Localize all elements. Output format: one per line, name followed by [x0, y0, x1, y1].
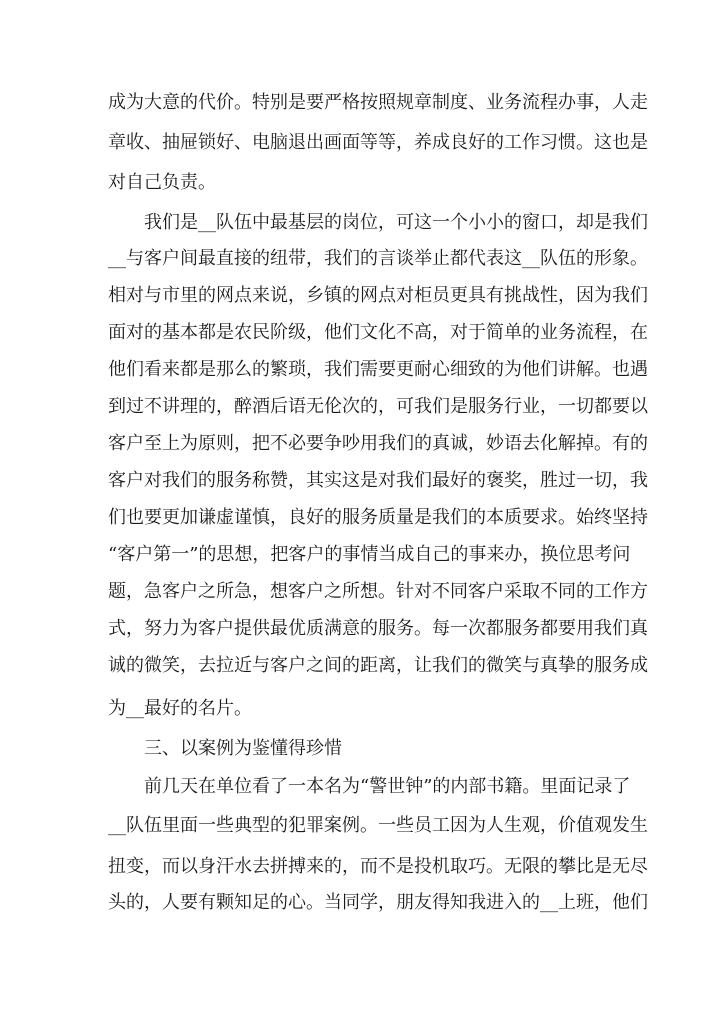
text-line: 面对的基本都是农民阶级，他们文化不高，对于简单的业务流程，在	[108, 322, 648, 343]
text-line: 成为大意的代价。特别是要严格按照规章制度、业务流程办事，人走	[108, 92, 648, 113]
text-line: “客户第一”的思想，把客户的事情当成自己的事来办，换位思考问	[108, 544, 631, 565]
text-line: 对自己负责。	[108, 172, 216, 193]
text-line: 客户至上为原则，把不必要争吵用我们的真诚，妙语去化解掉。有的	[108, 433, 648, 454]
text-line: 诚的微笑，去拉近与客户之间的距离，让我们的微笑与真挚的服务成	[108, 655, 648, 676]
text-line: 们也要更加谦虚谨慎，良好的服务质量是我们的本质要求。始终坚持	[108, 507, 648, 528]
text-line: 我们是__队伍中最基层的岗位，可这一个小小的窗口，却是我们	[144, 212, 648, 233]
text-line: 头的，人要有颗知足的心。当同学，朋友得知我进入的__上班，他们	[108, 892, 648, 913]
text-line: 式，努力为客户提供最优质满意的服务。每一次都服务都要用我们真	[108, 618, 648, 639]
text-line: 到过不讲理的，醉酒后语无伦次的，可我们是服务行业，一切都要以	[108, 396, 648, 417]
text-line: 扭变，而以身汗水去拼搏来的，而不是投机取巧。无限的攀比是无尽	[108, 856, 648, 877]
text-line: __与客户间最直接的纽带，我们的言谈举止都代表这__队伍的形象。	[108, 248, 648, 269]
text-line: 章收、抽屉锁好、电脑退出画面等等，养成良好的工作习惯。这也是	[108, 132, 648, 153]
text-line: 题，急客户之所急，想客户之所想。针对不同客户采取不同的工作方	[108, 581, 648, 602]
text-line: 客户对我们的服务称赞，其实这是对我们最好的褒奖，胜过一切，我	[108, 470, 648, 491]
text-line: 相对与市里的网点来说，乡镇的网点对柜员更具有挑战性，因为我们	[108, 285, 648, 306]
text-line: 为__最好的名片。	[108, 698, 252, 719]
text-line: __队伍里面一些典型的犯罪案例。一些员工因为人生观，价值观发生	[108, 815, 648, 836]
text-line: 他们看来都是那么的繁琐，我们需要更耐心细致的为他们讲解。也遇	[108, 359, 648, 380]
text-line: 前几天在单位看了一本名为“警世钟”的内部书籍。里面记录了	[144, 776, 631, 797]
section-heading: 三、以案例为鉴懂得珍惜	[144, 738, 342, 759]
